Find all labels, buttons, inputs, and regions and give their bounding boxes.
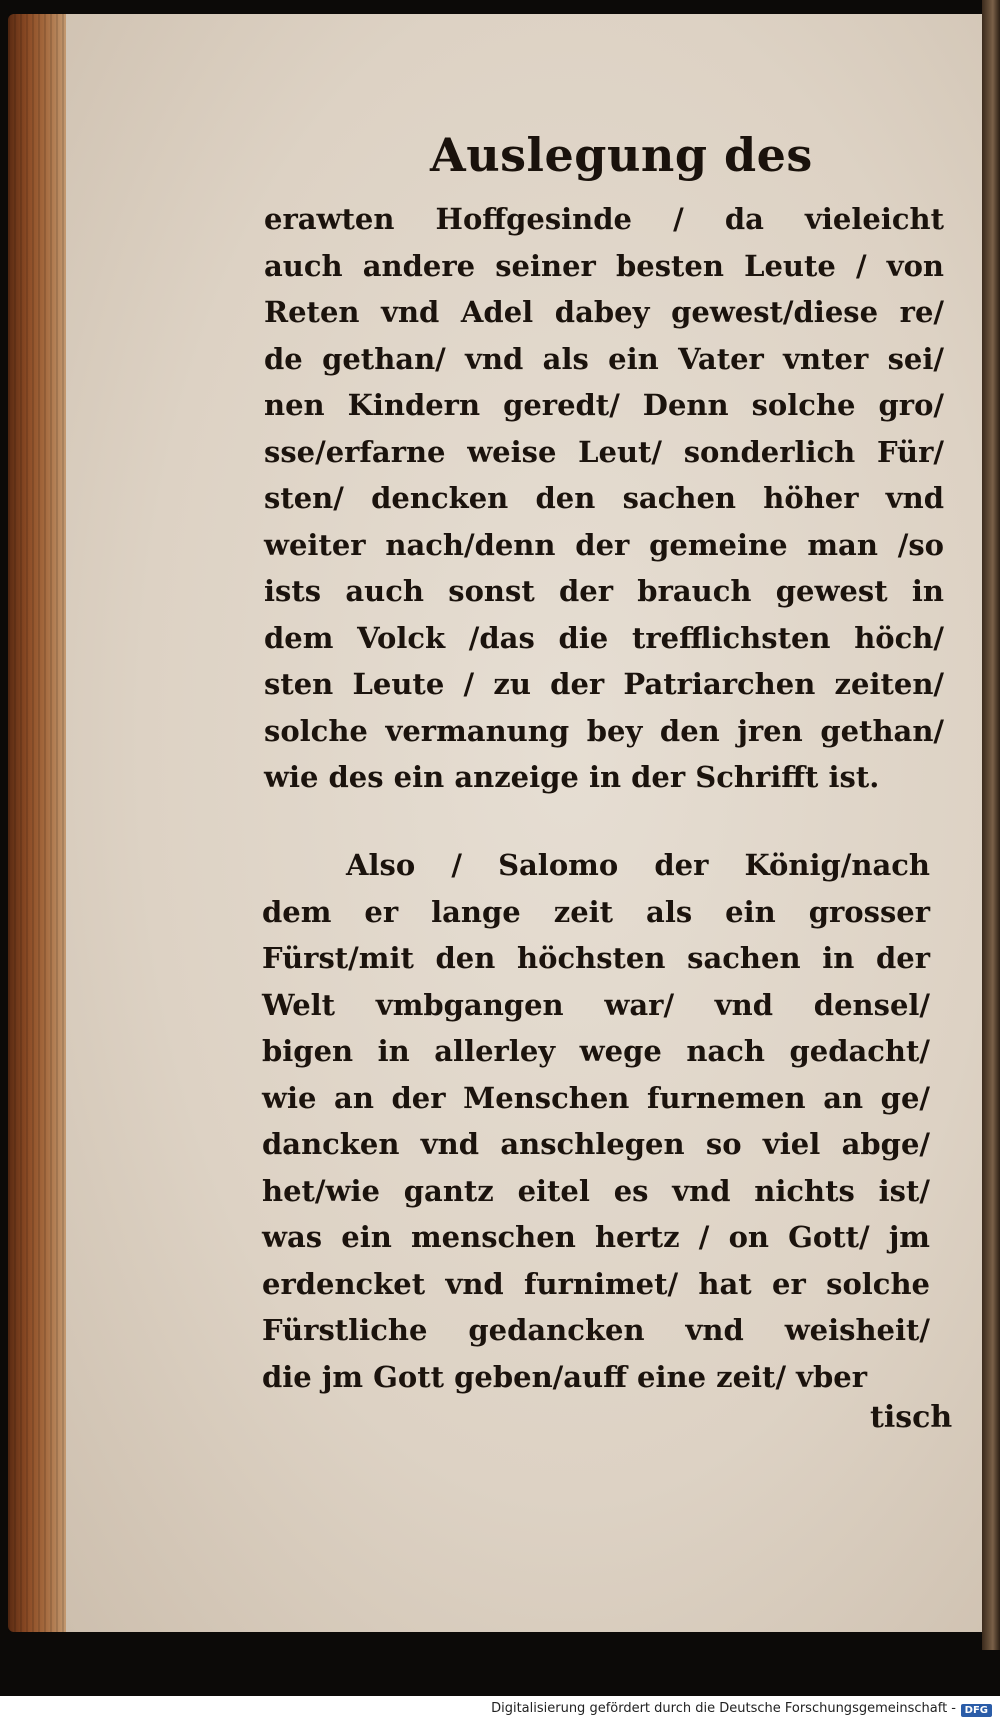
catchword: tisch [870, 1400, 953, 1435]
text-line: erawten Hoffgesinde / da vieleicht [264, 202, 944, 236]
text-line: was ein menschen hertz / on Gott/ jm [262, 1220, 930, 1254]
text-line: dem Volck /das die trefflichsten höch/ [264, 620, 944, 655]
paragraph-2 [262, 842, 930, 1400]
text-line: auch andere seiner besten Leute / von [264, 248, 944, 283]
text-line: weiter nach/denn der gemeine man /so [264, 527, 944, 562]
text-line: die jm Gott geben/auff eine zeit/ vber [262, 1359, 867, 1394]
text-line: dem er lange zeit als ein grosser [262, 894, 930, 929]
text-line: Also / Salomo der König/nach [346, 848, 930, 882]
text-line: wie des ein anzeige in der Schrifft ist. [264, 760, 880, 794]
text-line: Fürst/mit den höchsten sachen in der [262, 941, 930, 975]
text-line: erdencket vnd furnimet/ hat er solche [262, 1266, 930, 1301]
text-line: sse/erfarne weise Leut/ sonderlich Für/ [264, 434, 944, 469]
text-line: Fürstliche gedancken vnd weisheit/ [262, 1313, 930, 1347]
text-line: ists auch sonst der brauch gewest in [264, 574, 944, 608]
digitization-footer [0, 1696, 1000, 1722]
book-edge [8, 14, 70, 1632]
text-line: de gethan/ vnd als ein Vater vnter sei/ [264, 341, 944, 376]
text-line: bigen in allerley wege nach gedacht/ [262, 1034, 930, 1068]
dfg-logo: DFG [961, 1704, 992, 1717]
footer-text: Digitalisierung gefördert durch die Deutsche Forschungsgemeinschaft - [491, 1701, 956, 1716]
text-line: het/wie gantz eitel es vnd nichts ist/ [262, 1173, 930, 1208]
text-line: dancken vnd anschlegen so viel abge/ [262, 1127, 930, 1161]
text-line: nen Kindern geredt/ Denn solche gro/ [264, 388, 944, 422]
text-line: Welt vmbgangen war/ vnd densel/ [262, 987, 930, 1022]
text-line: sten Leute / zu der Patriarchen zeiten/ [264, 667, 944, 701]
text-line: wie an der Menschen furnemen an ge/ [262, 1080, 930, 1115]
facing-page-edge [982, 0, 1000, 1650]
text-line: solche vermanung bey den jren gethan/ [264, 713, 944, 748]
text-line: Reten vnd Adel dabey gewest/diese re/ [264, 295, 944, 329]
text-line: sten/ dencken den sachen höher vnd [264, 481, 944, 515]
running-head: Auslegung des [430, 128, 813, 182]
paragraph-1 [264, 196, 944, 801]
